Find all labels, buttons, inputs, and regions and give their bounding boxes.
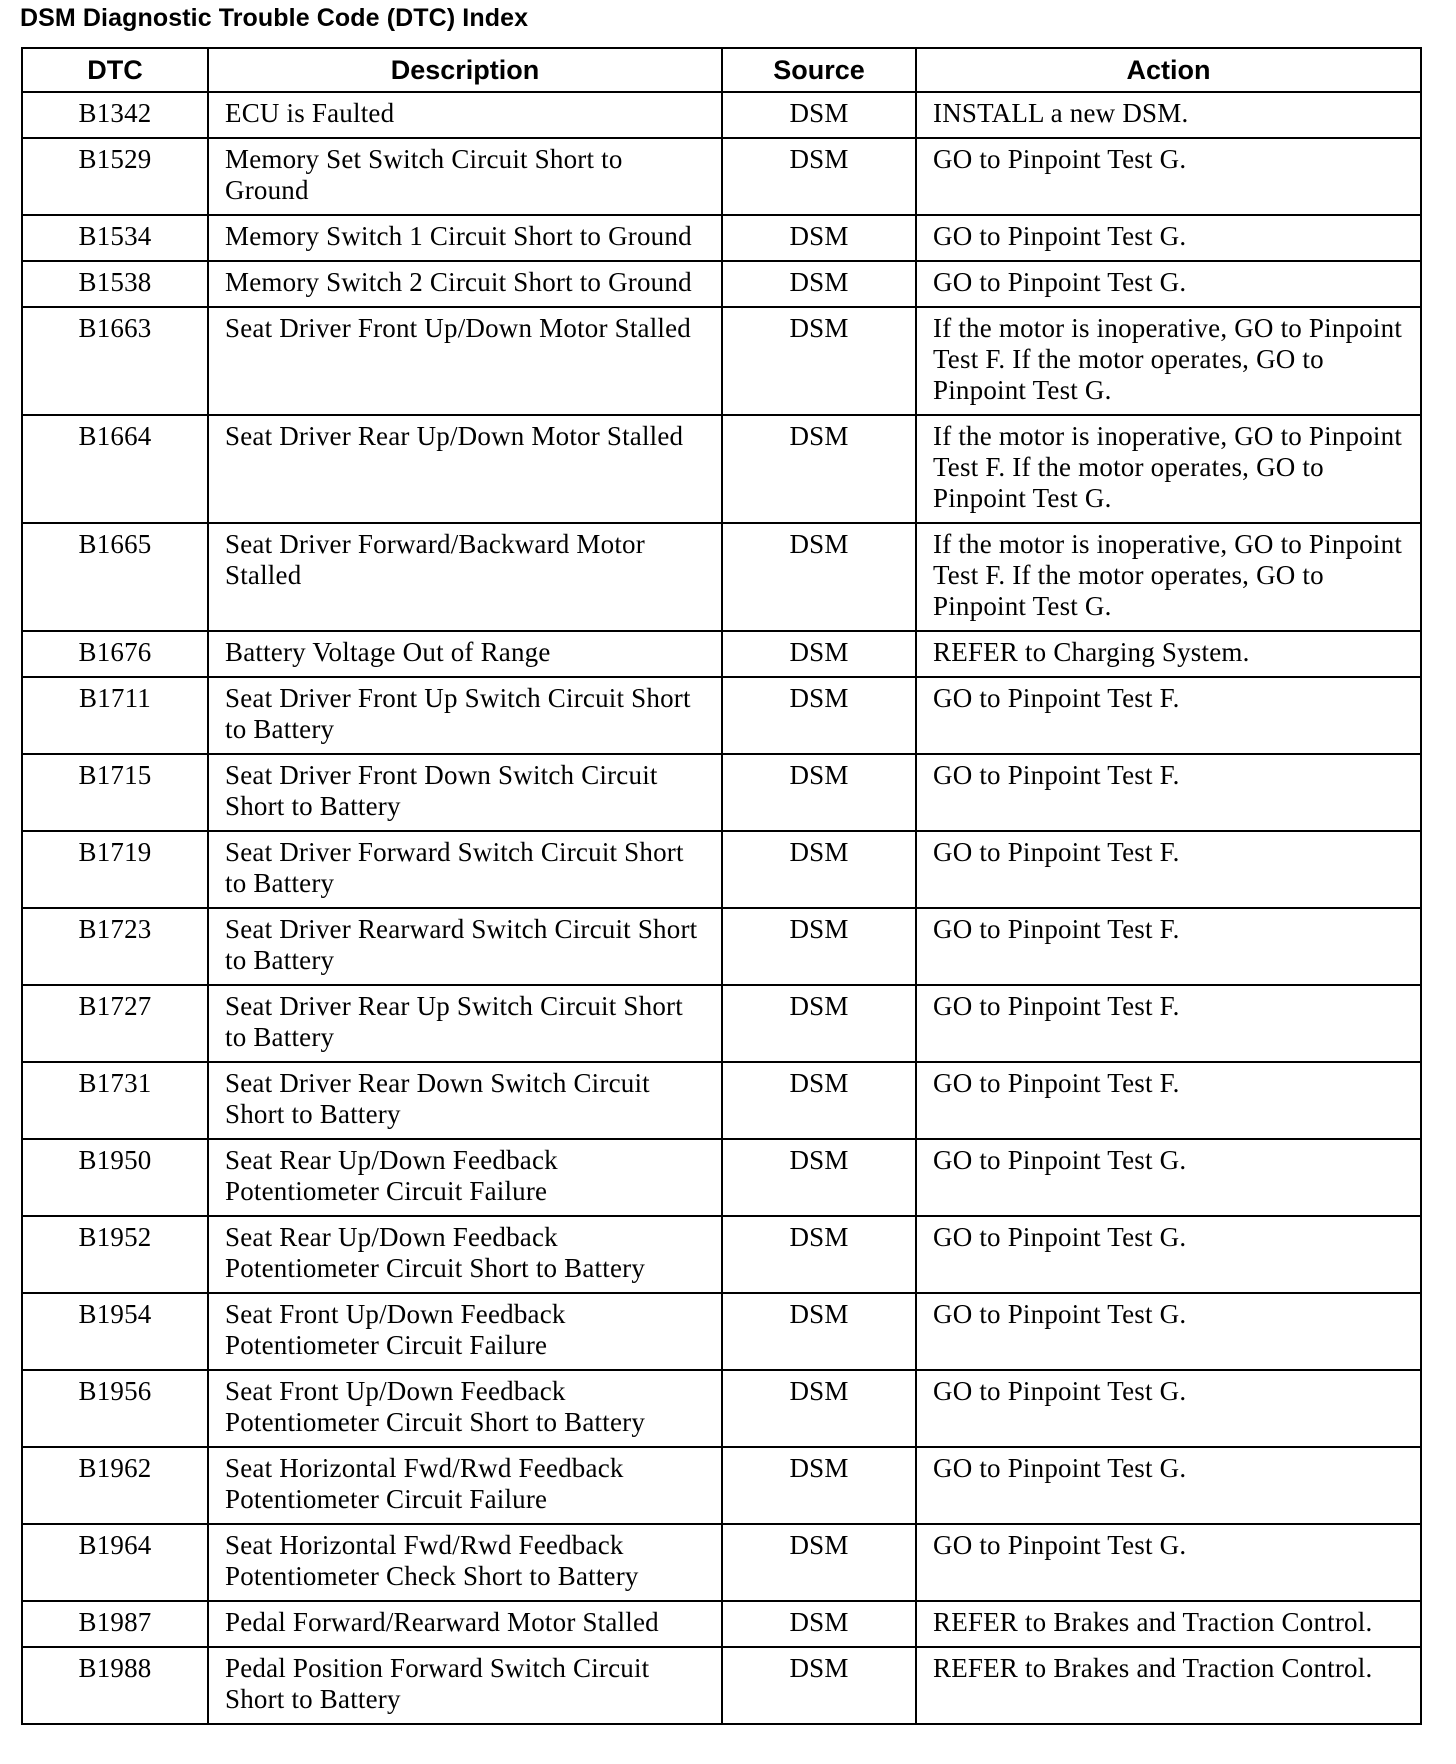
source-cell: DSM <box>722 1139 916 1216</box>
dtc-code-cell: B1664 <box>22 415 208 523</box>
source-cell: DSM <box>722 1447 916 1524</box>
action-cell: GO to Pinpoint Test G. <box>916 1139 1421 1216</box>
action-cell: If the motor is inoperative, GO to Pinpoint Test F. If the motor operates, GO to Pinpoint Test G. <box>916 307 1421 415</box>
table-row <box>22 631 1421 677</box>
table-row <box>22 307 1421 415</box>
source-cell: DSM <box>722 215 916 261</box>
table-row <box>22 754 1421 831</box>
description-cell: Seat Horizontal Fwd/Rwd Feedback Potentiometer Check Short to Battery <box>208 1524 722 1601</box>
source-cell: DSM <box>722 1370 916 1447</box>
dtc-code-cell: B1950 <box>22 1139 208 1216</box>
source-cell: DSM <box>722 1601 916 1647</box>
action-cell: GO to Pinpoint Test F. <box>916 677 1421 754</box>
dtc-code-cell: B1952 <box>22 1216 208 1293</box>
action-cell: GO to Pinpoint Test G. <box>916 1293 1421 1370</box>
table-row <box>22 1601 1421 1647</box>
action-cell: GO to Pinpoint Test G. <box>916 1447 1421 1524</box>
dtc-code-cell: B1988 <box>22 1647 208 1724</box>
table-row <box>22 523 1421 631</box>
source-cell: DSM <box>722 831 916 908</box>
table-row <box>22 1524 1421 1601</box>
action-cell: REFER to Charging System. <box>916 631 1421 677</box>
table-row <box>22 1062 1421 1139</box>
source-cell: DSM <box>722 307 916 415</box>
description-cell: Seat Front Up/Down Feedback Potentiometer Circuit Failure <box>208 1293 722 1370</box>
table-body <box>22 92 1421 1724</box>
source-cell: DSM <box>722 1216 916 1293</box>
action-cell: GO to Pinpoint Test F. <box>916 831 1421 908</box>
action-cell: GO to Pinpoint Test G. <box>916 1216 1421 1293</box>
dtc-code-cell: B1954 <box>22 1293 208 1370</box>
table-row <box>22 1447 1421 1524</box>
table-row <box>22 1370 1421 1447</box>
dtc-code-cell: B1676 <box>22 631 208 677</box>
source-cell: DSM <box>722 415 916 523</box>
description-cell: Battery Voltage Out of Range <box>208 631 722 677</box>
dtc-code-cell: B1731 <box>22 1062 208 1139</box>
source-cell: DSM <box>722 985 916 1062</box>
description-cell: Seat Driver Rearward Switch Circuit Short to Battery <box>208 908 722 985</box>
description-cell: Memory Switch 2 Circuit Short to Ground <box>208 261 722 307</box>
description-cell: Seat Horizontal Fwd/Rwd Feedback Potentiometer Circuit Failure <box>208 1447 722 1524</box>
description-cell: Seat Rear Up/Down Feedback Potentiometer Circuit Short to Battery <box>208 1216 722 1293</box>
action-cell: GO to Pinpoint Test G. <box>916 215 1421 261</box>
source-cell: DSM <box>722 908 916 985</box>
dtc-code-cell: B1723 <box>22 908 208 985</box>
table-row <box>22 261 1421 307</box>
table-row <box>22 985 1421 1062</box>
description-cell: Seat Driver Rear Down Switch Circuit Short to Battery <box>208 1062 722 1139</box>
dtc-code-cell: B1962 <box>22 1447 208 1524</box>
description-cell: Memory Set Switch Circuit Short to Ground <box>208 138 722 215</box>
action-cell: GO to Pinpoint Test F. <box>916 1062 1421 1139</box>
source-cell: DSM <box>722 92 916 138</box>
dtc-code-cell: B1342 <box>22 92 208 138</box>
description-cell: Memory Switch 1 Circuit Short to Ground <box>208 215 722 261</box>
dtc-code-cell: B1956 <box>22 1370 208 1447</box>
column-header-action: Action <box>916 48 1421 92</box>
description-cell: Seat Driver Front Up/Down Motor Stalled <box>208 307 722 415</box>
dtc-code-cell: B1534 <box>22 215 208 261</box>
action-cell: REFER to Brakes and Traction Control. <box>916 1601 1421 1647</box>
source-cell: DSM <box>722 677 916 754</box>
description-cell: Seat Driver Forward/Backward Motor Stalled <box>208 523 722 631</box>
dtc-code-cell: B1665 <box>22 523 208 631</box>
description-cell: Seat Driver Forward Switch Circuit Short to Battery <box>208 831 722 908</box>
source-cell: DSM <box>722 754 916 831</box>
dtc-code-cell: B1964 <box>22 1524 208 1601</box>
action-cell: GO to Pinpoint Test G. <box>916 1524 1421 1601</box>
table-row <box>22 1216 1421 1293</box>
action-cell: GO to Pinpoint Test F. <box>916 754 1421 831</box>
action-cell: If the motor is inoperative, GO to Pinpoint Test F. If the motor operates, GO to Pinpoint Test G. <box>916 415 1421 523</box>
table-row <box>22 831 1421 908</box>
action-cell: REFER to Brakes and Traction Control. <box>916 1647 1421 1724</box>
column-header-description: Description <box>208 48 722 92</box>
source-cell: DSM <box>722 1062 916 1139</box>
table-row <box>22 677 1421 754</box>
dtc-code-cell: B1719 <box>22 831 208 908</box>
action-cell: GO to Pinpoint Test G. <box>916 261 1421 307</box>
table-row <box>22 908 1421 985</box>
dtc-code-cell: B1663 <box>22 307 208 415</box>
table-row <box>22 415 1421 523</box>
table-row <box>22 1139 1421 1216</box>
description-cell: Seat Driver Front Down Switch Circuit Short to Battery <box>208 754 722 831</box>
page-title: DSM Diagnostic Trouble Code (DTC) Index <box>20 4 529 32</box>
column-header-dtc: DTC <box>22 48 208 92</box>
dtc-code-cell: B1538 <box>22 261 208 307</box>
dtc-code-cell: B1987 <box>22 1601 208 1647</box>
dtc-code-cell: B1727 <box>22 985 208 1062</box>
description-cell: Seat Driver Rear Up Switch Circuit Short to Battery <box>208 985 722 1062</box>
action-cell: If the motor is inoperative, GO to Pinpoint Test F. If the motor operates, GO to Pinpoint Test G. <box>916 523 1421 631</box>
description-cell: Seat Driver Front Up Switch Circuit Short to Battery <box>208 677 722 754</box>
source-cell: DSM <box>722 1293 916 1370</box>
source-cell: DSM <box>722 138 916 215</box>
dtc-index-table <box>21 47 1422 1725</box>
dtc-code-cell: B1529 <box>22 138 208 215</box>
source-cell: DSM <box>722 523 916 631</box>
description-cell: Pedal Position Forward Switch Circuit Short to Battery <box>208 1647 722 1724</box>
table-row <box>22 215 1421 261</box>
column-header-source: Source <box>722 48 916 92</box>
description-cell: Seat Front Up/Down Feedback Potentiometer Circuit Short to Battery <box>208 1370 722 1447</box>
source-cell: DSM <box>722 1524 916 1601</box>
source-cell: DSM <box>722 1647 916 1724</box>
description-cell: Seat Driver Rear Up/Down Motor Stalled <box>208 415 722 523</box>
source-cell: DSM <box>722 261 916 307</box>
dtc-code-cell: B1711 <box>22 677 208 754</box>
table-header-row <box>22 48 1421 92</box>
action-cell: GO to Pinpoint Test F. <box>916 985 1421 1062</box>
action-cell: INSTALL a new DSM. <box>916 92 1421 138</box>
description-cell: ECU is Faulted <box>208 92 722 138</box>
table-row <box>22 92 1421 138</box>
action-cell: GO to Pinpoint Test G. <box>916 138 1421 215</box>
table-row <box>22 1293 1421 1370</box>
description-cell: Pedal Forward/Rearward Motor Stalled <box>208 1601 722 1647</box>
source-cell: DSM <box>722 631 916 677</box>
description-cell: Seat Rear Up/Down Feedback Potentiometer Circuit Failure <box>208 1139 722 1216</box>
action-cell: GO to Pinpoint Test G. <box>916 1370 1421 1447</box>
action-cell: GO to Pinpoint Test F. <box>916 908 1421 985</box>
table-row <box>22 1647 1421 1724</box>
table-row <box>22 138 1421 215</box>
dtc-code-cell: B1715 <box>22 754 208 831</box>
